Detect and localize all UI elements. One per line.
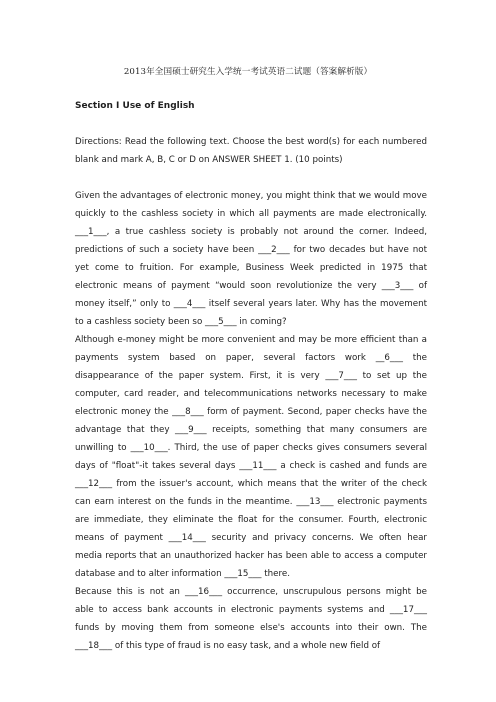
passage-line: ___12___ from the issuer's account, which means that the writer of the check [75, 479, 427, 489]
passage-line: days of "float"-it takes several days ___11___ a check is cashed and funds are [75, 461, 427, 471]
passage-line: Given the advantages of electronic money, you might think that we would move [75, 191, 427, 201]
passage-line: ___1___, a true cashless society is probably not around the corner. Indeed, [75, 227, 427, 237]
directions-line: Directions: Read the following text. Choose the best word(s) for each numbered [75, 137, 427, 147]
passage-line: yet come to fruition. For example, Business Week predicted in 1975 that [75, 263, 427, 273]
passage-line: database and to alter information ___15___ there. [75, 569, 290, 579]
passage-line: can earn interest on the funds in the meantime. ___13___ electronic payments [75, 497, 427, 507]
passage-line: advantage that they ___9___ receipts, something that many consumers are [75, 425, 427, 435]
passage-line: quickly to the cashless society in which all payments are made electronically. [75, 209, 427, 219]
passage-line: ___18___ of this type of fraud is no easy task, and a whole new field of [75, 641, 381, 651]
passage-line: electronic money the ___8___ form of payment. Second, paper checks have the [75, 407, 427, 417]
passage-line: money itself,” only to ___4___ itself several years later. Why has the movement [75, 299, 427, 309]
passage-line: Although e-money might be more convenient and may be more efficient than a [75, 335, 427, 345]
passage-line: means of payment ___14___ security and privacy concerns. We often hear [75, 533, 427, 543]
directions-paragraph [75, 133, 427, 169]
passage-line: unwilling to ___10___. Third, the use of paper checks gives consumers several [75, 443, 427, 453]
passage-line: electronic means of payment “would soon revolutionize the very ___3___ of [75, 281, 427, 291]
section-heading: Section I Use of English [75, 101, 195, 111]
passage-line: able to access bank accounts in electronic payments systems and ___17___ [75, 605, 427, 615]
passage-line: are immediate, they eliminate the float for the consumer. Fourth, electronic [75, 515, 427, 525]
passage-line: to a cashless society been so ___5___ in coming? [75, 317, 287, 327]
directions-line: blank and mark A, B, C or D on ANSWER SHEET 1. (10 points) [75, 155, 343, 165]
passage-body [75, 187, 427, 655]
passage-line: predictions of such a society have been ___2___ for two decades but have not [75, 245, 427, 255]
passage-line: Because this is not an ___16___ occurrence, unscrupulous persons might be [75, 587, 427, 597]
document-title: 2013年全国硕士研究生入学统一考试英语二试题（答案解析版） [123, 67, 373, 77]
passage-line: payments system based on paper, several factors work __6___ the [75, 353, 427, 363]
passage-line: funds by moving them from someone else's accounts into their own. The [75, 623, 427, 633]
passage-line: media reports that an unauthorized hacker has been able to access a computer [75, 551, 427, 561]
passage-line: computer, card reader, and telecommunications networks necessary to make [75, 389, 427, 399]
passage-line: disappearance of the paper system. First, it is very ___7___ to set up the [75, 371, 427, 381]
document-content [75, 97, 427, 655]
